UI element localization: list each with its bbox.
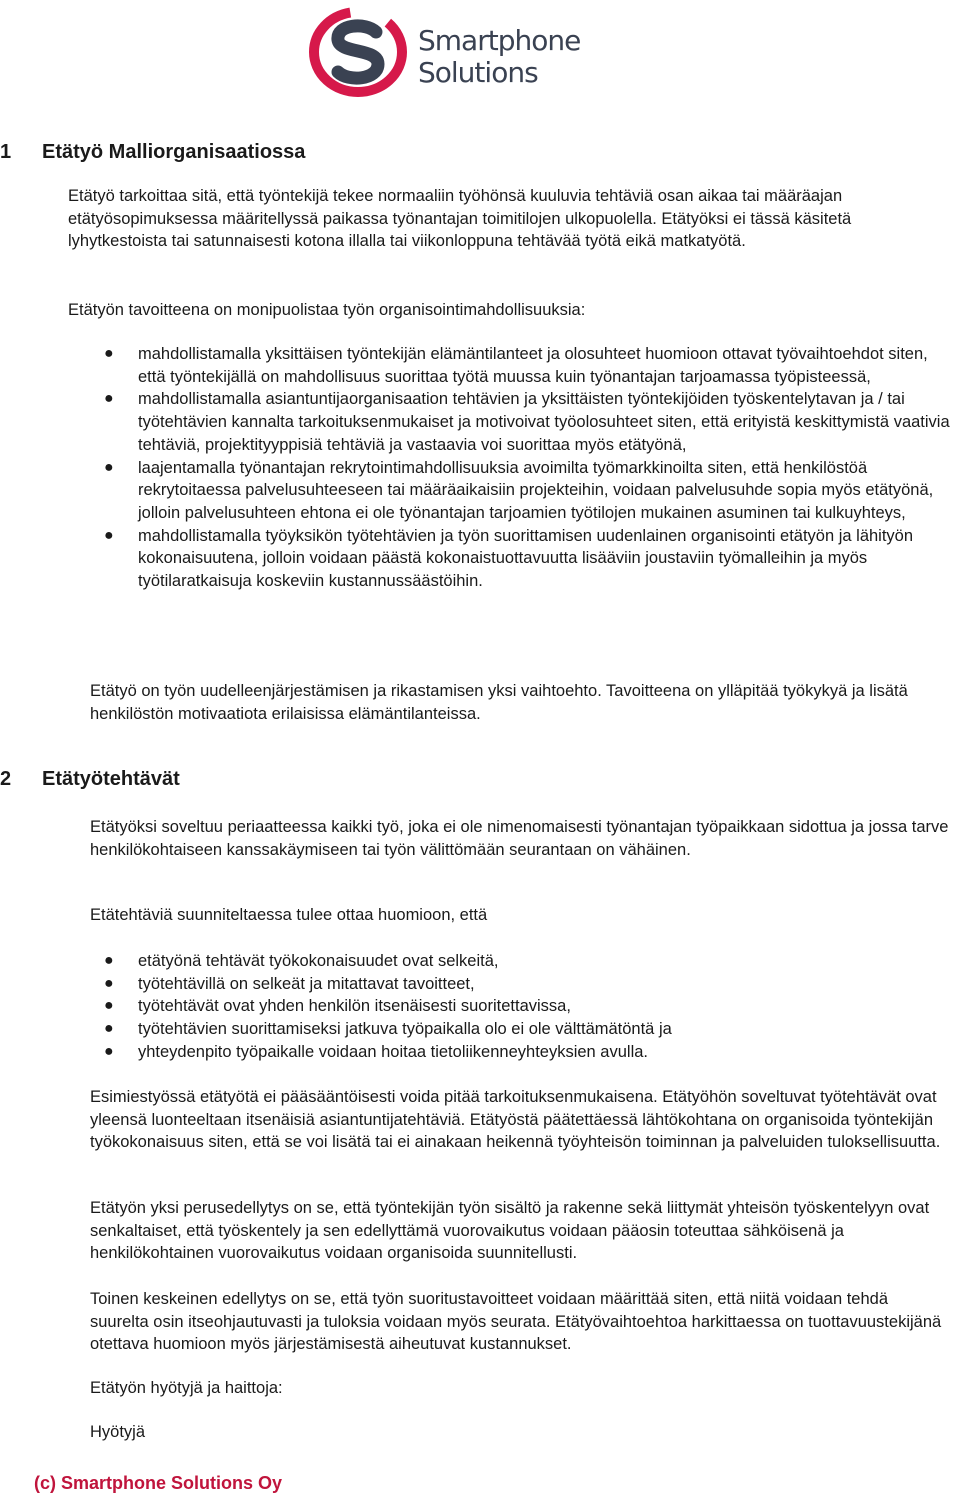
footer-copyright: (c) Smartphone Solutions Oy [34,1473,283,1493]
paragraph: Etätyöksi soveltuu periaatteessa kaikki työ, joka ei ole nimenomaisesti työnantajan työpaikkaan sidottua ja jossa tarve henkilökohtaiseen kanssakäymiseen tai työn välittömään seurantaan on vähäinen. [90,818,949,859]
list-item: ● työtehtävien suorittamiseksi jatkuva työpaikalla olo ei ole välttämätöntä ja [0,1018,960,1041]
section-title: Etätyö Malliorganisaatiossa [42,141,306,163]
paragraph: Etätehtäviä suunniteltaessa tulee ottaa huomioon, että [90,906,488,924]
bullet-icon: ● [104,458,114,476]
list-item: ● etätyönä tehtävät työkokonaisuudet ovat selkeitä, [0,950,960,973]
bullet-icon: ● [104,1020,114,1038]
logo-emblem-icon [306,4,414,100]
section-heading-1 [0,141,305,164]
logo-text-line2: Solutions [418,56,538,89]
list-item: ● yhteydenpito työpaikalle voidaan hoitaa tietoliikenneyhteyksien avulla. [0,1041,960,1064]
bullet-list [0,950,960,1064]
section-heading-2 [0,768,180,791]
paragraph: Hyötyjä [90,1423,146,1441]
paragraph: Etätyön tavoitteena on monipuolistaa työn organisointimahdollisuuksia: [68,301,586,319]
paragraph: Toinen keskeinen edellytys on se, että työn suoritustavoitteet voidaan määrittää siten, että niitä voidaan tehdä suurelta osin itseohjautuvasti ja tuloksia voidaan myös seurata. Etätyövaihtoehtoa harkittaessa on tuottavuustekijänä otettava huomioon myös järjestämisestä aiheutuvat kustannukset. [90,1290,942,1354]
list-item: ● mahdollistamalla työyksikön työtehtävien ja työn suorittamisen uudenlainen organisointi etätyön ja lähityön kokonaisuutena, jolloin voidaan päästä kokonaistuottavuutta lisääviin joustaviin työmalleihin ja myös työtilaratkaisuja koskeviin kustannussäästöihin. [104,526,914,591]
section-number: 2 [0,768,12,790]
bullet-icon: ● [104,345,114,362]
list-item: ● mahdollistamalla asiantuntijaorganisaation tehtävien ja yksittäisten työntekijöiden työskentelytavan ja / tai työtehtävien kannalta tarkoituksenmukaiset ja motivoivat työolosuhteet siten, että erityistä keskittymistä vaativia tehtäviä, projektityyppisiä tehtäviä ja vastaavia voi suorittaa myös etätyönä, [104,390,950,454]
paragraph: Esimiestyössä etätyötä ei pääsääntöisesti voida pitää tarkoituksenmukaisena. Etätyöhön soveltuvat työtehtävät ovat yleensä luonteeltaan itsenäisiä asiantuntijatehtäviä. Etätyöstä päätettäessä lähtökohtana on organisoida työntekijän työkokonaisuus siten, että se voi lisätä tai ei ainakaan heikennä työyhteisön toiminnan ja palveluiden tuloksellisuutta. [90,1088,941,1152]
bullet-list [0,343,960,593]
bullet-icon: ● [104,390,114,408]
paragraph: Etätyö on työn uudelleenjärjestämisen ja rikastamisen yksi vaihtoehto. Tavoitteena on ylläpitää työkykyä ja lisätä henkilöstön motivaatiota erilaisissa elämäntilanteissa. [90,682,908,723]
list-item: ● mahdollistamalla yksittäisen työntekijän elämäntilanteet ja olosuhteet huomioon ottavat työvaihtoehdot siten, että työntekijällä on mahdollisuus suorittaa työtä muussa kuin työnantajan tarjoamassa työpisteessä, [104,345,928,386]
section-number: 1 [0,141,12,163]
bullet-icon: ● [104,952,114,969]
company-logo [306,4,596,100]
bullet-icon: ● [104,526,114,544]
bullet-icon: ● [104,1042,114,1060]
bullet-icon: ● [104,997,114,1015]
list-item: ● laajentamalla työnantajan rekrytointimahdollisuuksia avoimilta työmarkkinoilta siten, että henkilöstöä rekrytoitaessa palvelusuhteeseen tai määräaikaisiin projekteihin, voidaan palvelusuhde sopia myös etätyönä, jolloin palvelusuhteen ehtona ei ole työnantajan tarjoamien työtilojen mukainen asuminen tai kulkuyhteys, [104,458,934,522]
list-item: ● työtehtävät ovat yhden henkilön itsenäisesti suoritettavissa, [0,995,960,1018]
paragraph: Etätyön hyötyjä ja haittoja: [90,1379,283,1397]
logo-text-line1: Smartphone [418,24,581,57]
paragraph: Etätyön yksi perusedellytys on se, että työntekijän työn sisältö ja rakenne sekä liittymät yhteisön työskentelyyn ovat senkaltaiset, että työskentely ja sen edellyttämä vuorovaikutus voidaan pääosin toteuttaa sähköisenä ja henkilökohtainen vuorovaikutus voidaan organisoida suunnitellusti. [90,1199,930,1263]
paragraph: Etätyö tarkoittaa sitä, että työntekijä tekee normaaliin työhönsä kuuluvia tehtäviä osan aikaa tai määräajan etätyösopimuksessa määritellyssä paikassa työnantajan toimitilojen ulkopuolella. Etätyöksi ei tässä käsitetä lyhytkestoista tai satunnaisesti kotona illalla tai viikonloppuna tehtävää työtä eikä matkatyötä. [68,187,852,251]
bullet-icon: ● [104,974,114,992]
section-title: Etätyötehtävät [42,768,180,790]
list-item: ● työtehtävillä on selkeät ja mitattavat tavoitteet, [0,973,960,996]
